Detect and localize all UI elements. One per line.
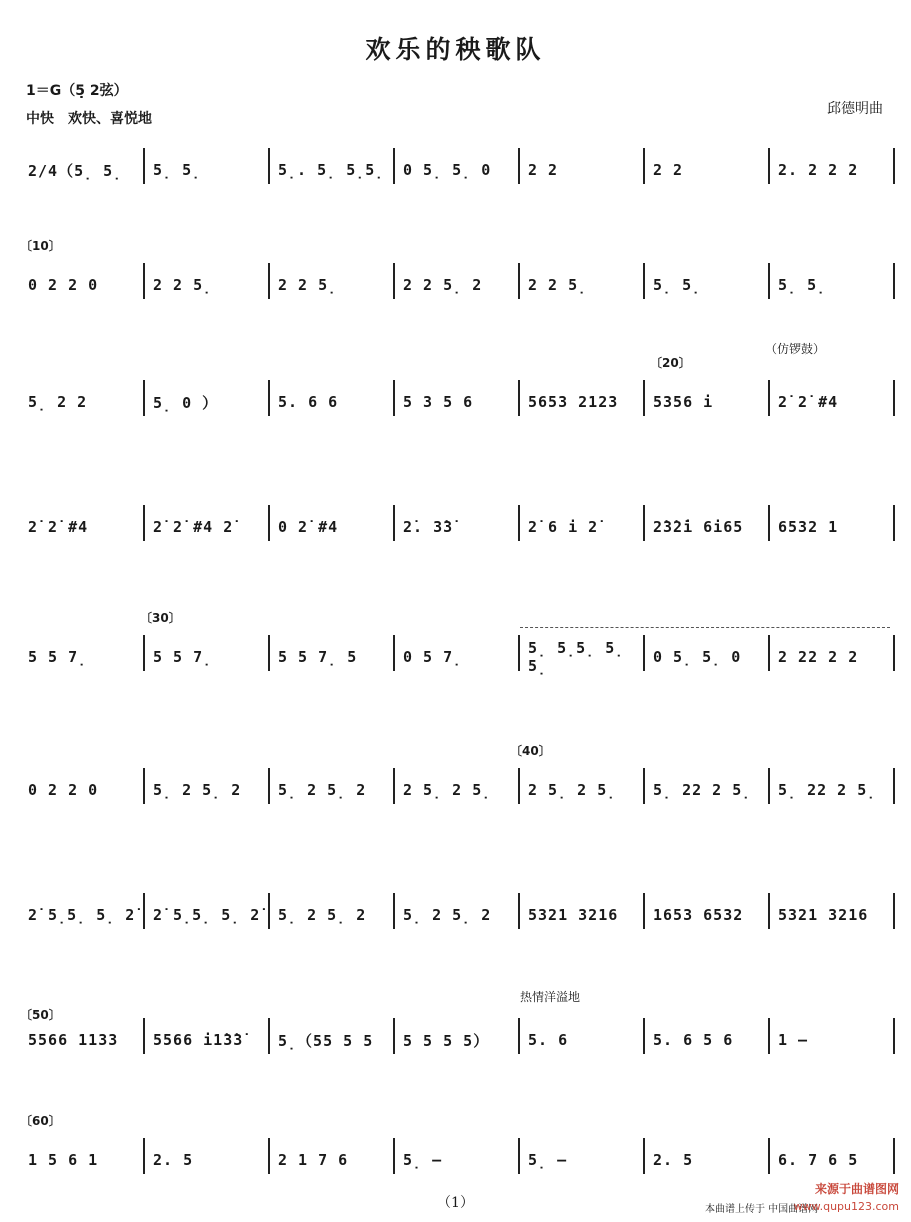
measure <box>520 255 645 315</box>
expression-text: （仿锣鼓） <box>765 342 826 356</box>
key-signature: 1＝G（5̣ 2弦） <box>26 83 128 99</box>
measure-notes: 2̇ 5̣5̣ 5̣ 2̇ <box>153 906 261 924</box>
measure <box>645 255 770 315</box>
measure-notes: 5̣ 5̣5̣ 5̣ 5̣ <box>528 639 625 675</box>
score-line <box>20 990 895 1070</box>
measure <box>20 1010 145 1070</box>
measure <box>395 627 520 687</box>
rehearsal-mark: 〔30〕 <box>140 611 181 625</box>
measure <box>20 140 145 200</box>
measure-notes: 5 5 5 5） <box>403 1031 490 1050</box>
measure <box>20 760 145 820</box>
barline <box>893 635 895 671</box>
score-line <box>20 744 895 820</box>
measure <box>770 372 895 432</box>
measure-notes: 5356 i <box>653 393 714 411</box>
measure <box>20 627 145 687</box>
measure-notes: 5̣ 0 ） <box>153 393 219 412</box>
measure <box>145 760 270 820</box>
measure <box>270 627 395 687</box>
tempo-marking: 中快 欢快、喜悦地 <box>26 111 152 127</box>
measure-notes: 2 2 5̣ <box>278 276 338 294</box>
measure-notes: 2̇ 2̇ #4 2̇ <box>153 518 234 536</box>
measure <box>645 140 770 200</box>
measure-notes: 5 3 5 6 <box>403 393 474 411</box>
measure-notes: 6. 7 6 5 <box>778 1151 859 1169</box>
barline <box>893 1138 895 1174</box>
measure-notes: 0 5̣ 5̣ 0 <box>653 648 742 666</box>
measure <box>145 140 270 200</box>
measure-notes: 5̣（55 5 5 <box>278 1031 374 1050</box>
measure <box>770 885 895 945</box>
measure <box>270 1130 395 1190</box>
measure-notes: 2 2 5̣ 2 <box>403 276 483 294</box>
measure-notes: 5. 6 5 6 <box>653 1031 734 1049</box>
score-line <box>20 1114 895 1190</box>
composer: 邱德明曲 <box>827 101 883 117</box>
measure <box>395 140 520 200</box>
score-line <box>20 611 895 687</box>
measure <box>520 760 645 820</box>
measure-notes: 5̣ – <box>403 1151 443 1169</box>
measure <box>520 627 645 687</box>
measure-notes: 2 5̣ 2 5̣ <box>403 781 492 799</box>
measure <box>395 885 520 945</box>
barline <box>893 893 895 929</box>
expression-text: 热情洋溢地 <box>520 990 581 1004</box>
measure <box>645 1010 770 1070</box>
measure-notes: 2 2 <box>653 161 684 179</box>
measure-notes: 5 5 7̣ 5 <box>278 648 358 666</box>
measure <box>770 1010 895 1070</box>
measure <box>395 1130 520 1190</box>
measure <box>145 497 270 557</box>
measure-notes: 5̣ 2 5̣ 2 <box>278 906 367 924</box>
credit-text: 本曲谱上传于 中国曲谱网 <box>705 1204 819 1215</box>
measure-notes: 2 2 5̣ <box>153 276 213 294</box>
measure <box>145 885 270 945</box>
measure <box>520 1010 645 1070</box>
measure-notes: 5̣ 2 5̣ 2 <box>153 781 242 799</box>
measure <box>395 760 520 820</box>
measure-notes: 5̣ 5̣ <box>778 276 827 294</box>
measure <box>270 372 395 432</box>
barline <box>893 380 895 416</box>
barline <box>893 263 895 299</box>
measure <box>645 627 770 687</box>
measure-notes: 2/4（5̣ 5̣ <box>28 161 123 180</box>
rehearsal-mark: 〔40〕 <box>510 744 551 758</box>
measure-notes: 0 2 2 0 <box>28 781 99 799</box>
watermark-url: www.qupu123.com <box>793 1200 899 1213</box>
measure-notes: 5321 3216 <box>778 906 869 924</box>
measure <box>770 255 895 315</box>
measure <box>520 885 645 945</box>
measure-notes: 5. 6 <box>528 1031 569 1049</box>
rehearsal-mark: 〔60〕 <box>20 1114 61 1128</box>
measure-notes: 0 2 2 0 <box>28 276 99 294</box>
measure-notes: 5566 1133 <box>28 1031 119 1049</box>
watermark: 来源于曲谱图网 <box>814 1182 899 1196</box>
measure-notes: 2 1 7 6 <box>278 1151 349 1169</box>
measure <box>145 1010 270 1070</box>
barline <box>893 505 895 541</box>
measure <box>395 1010 520 1070</box>
score-line <box>20 885 895 945</box>
measure <box>145 1130 270 1190</box>
page-title: 欢乐的秧歌队 <box>365 35 546 64</box>
measure <box>20 372 145 432</box>
measure <box>520 1130 645 1190</box>
measure <box>270 255 395 315</box>
measure-notes: 5̣ 2 5̣ 2 <box>403 906 492 924</box>
measure <box>20 885 145 945</box>
measure-notes: 5653 2123 <box>528 393 619 411</box>
measure <box>145 255 270 315</box>
measure-notes: 5̣ 2 5̣ 2 <box>278 781 367 799</box>
measure <box>645 497 770 557</box>
measure-notes: 5. 6 6 <box>278 393 339 411</box>
dashed-extension-line <box>520 627 890 628</box>
measure <box>770 497 895 557</box>
measure <box>145 627 270 687</box>
measure <box>395 372 520 432</box>
measure <box>645 1130 770 1190</box>
measure <box>770 760 895 820</box>
measure <box>770 140 895 200</box>
measure-notes: 2 2 5̣ <box>528 276 588 294</box>
measure <box>270 497 395 557</box>
barline <box>893 148 895 184</box>
measure-notes: 2. 5 <box>153 1151 194 1169</box>
measure-notes: 5̣ 5̣ <box>153 161 202 179</box>
measure-notes: 2 22 2 2 <box>778 648 859 666</box>
measure-notes: 2 5̣ 2 5̣ <box>528 781 617 799</box>
measure <box>645 760 770 820</box>
measure-notes: 1 5 6 1 <box>28 1151 99 1169</box>
measure-notes: 5 5 7̣ <box>153 648 213 666</box>
measure <box>145 372 270 432</box>
measure-notes: 5̣ 22 2 5̣ <box>653 781 752 799</box>
measure <box>395 497 520 557</box>
page-number: （1） <box>437 1195 474 1211</box>
measure-notes: 5̣. 5̣ 5̣5̣ <box>278 161 385 179</box>
measure <box>645 885 770 945</box>
rehearsal-mark: 〔10〕 <box>20 239 61 253</box>
measure <box>270 760 395 820</box>
measure-notes: 5 5 7̣ <box>28 648 88 666</box>
measure <box>520 497 645 557</box>
measure-notes: 2̇ 6 i 2̇ <box>528 518 599 536</box>
measure-notes: 1653 6532 <box>653 906 744 924</box>
measure <box>20 255 145 315</box>
measure-notes: 2. 2 2 2 <box>778 161 859 179</box>
measure-notes: 5̣ 22 2 5̣ <box>778 781 877 799</box>
measure-notes: 0 5̣ 5̣ 0 <box>403 161 492 179</box>
measure-notes: 2 2 <box>528 161 559 179</box>
measure-notes: 5̣ 5̣ <box>653 276 702 294</box>
measure <box>645 372 770 432</box>
barline <box>893 768 895 804</box>
measure-notes: 2̇ 2̇ #4 <box>778 393 839 411</box>
measure <box>270 885 395 945</box>
measure <box>770 627 895 687</box>
barline <box>893 1018 895 1054</box>
measure-notes: 0 5 7̣ <box>403 648 463 666</box>
measure-notes: 5321 3216 <box>528 906 619 924</box>
measure <box>270 1010 395 1070</box>
rehearsal-mark: 〔20〕 <box>650 356 691 370</box>
measure-notes: 2̇. 3̇3̇ <box>403 518 454 536</box>
measure-notes: 6532 1 <box>778 518 839 536</box>
measure-notes: 2̇3̇2̇i 6i65 <box>653 518 744 536</box>
measure-notes: 5̣ 2 2 <box>28 393 88 411</box>
measure <box>20 1130 145 1190</box>
measure-notes: 2. 5 <box>653 1151 694 1169</box>
measure <box>270 140 395 200</box>
measure <box>520 372 645 432</box>
score-line <box>20 497 895 557</box>
measure <box>20 497 145 557</box>
rehearsal-mark: 〔50〕 <box>20 1008 61 1022</box>
measure-notes: 0 2̇ #4 <box>278 518 339 536</box>
measure-notes: 2̇ 5̣5̣ 5̣ 2̇ <box>28 906 136 924</box>
score-line <box>20 342 895 432</box>
measure-notes: 1 – <box>778 1031 809 1049</box>
score-line <box>20 239 895 315</box>
measure-notes: 5̣ – <box>528 1151 568 1169</box>
measure-notes: 2̇ 2̇ #4 <box>28 518 89 536</box>
measure-notes: 5566 i1̇3̇3̇ <box>153 1031 244 1049</box>
score-line <box>20 140 895 200</box>
measure <box>520 140 645 200</box>
measure <box>395 255 520 315</box>
